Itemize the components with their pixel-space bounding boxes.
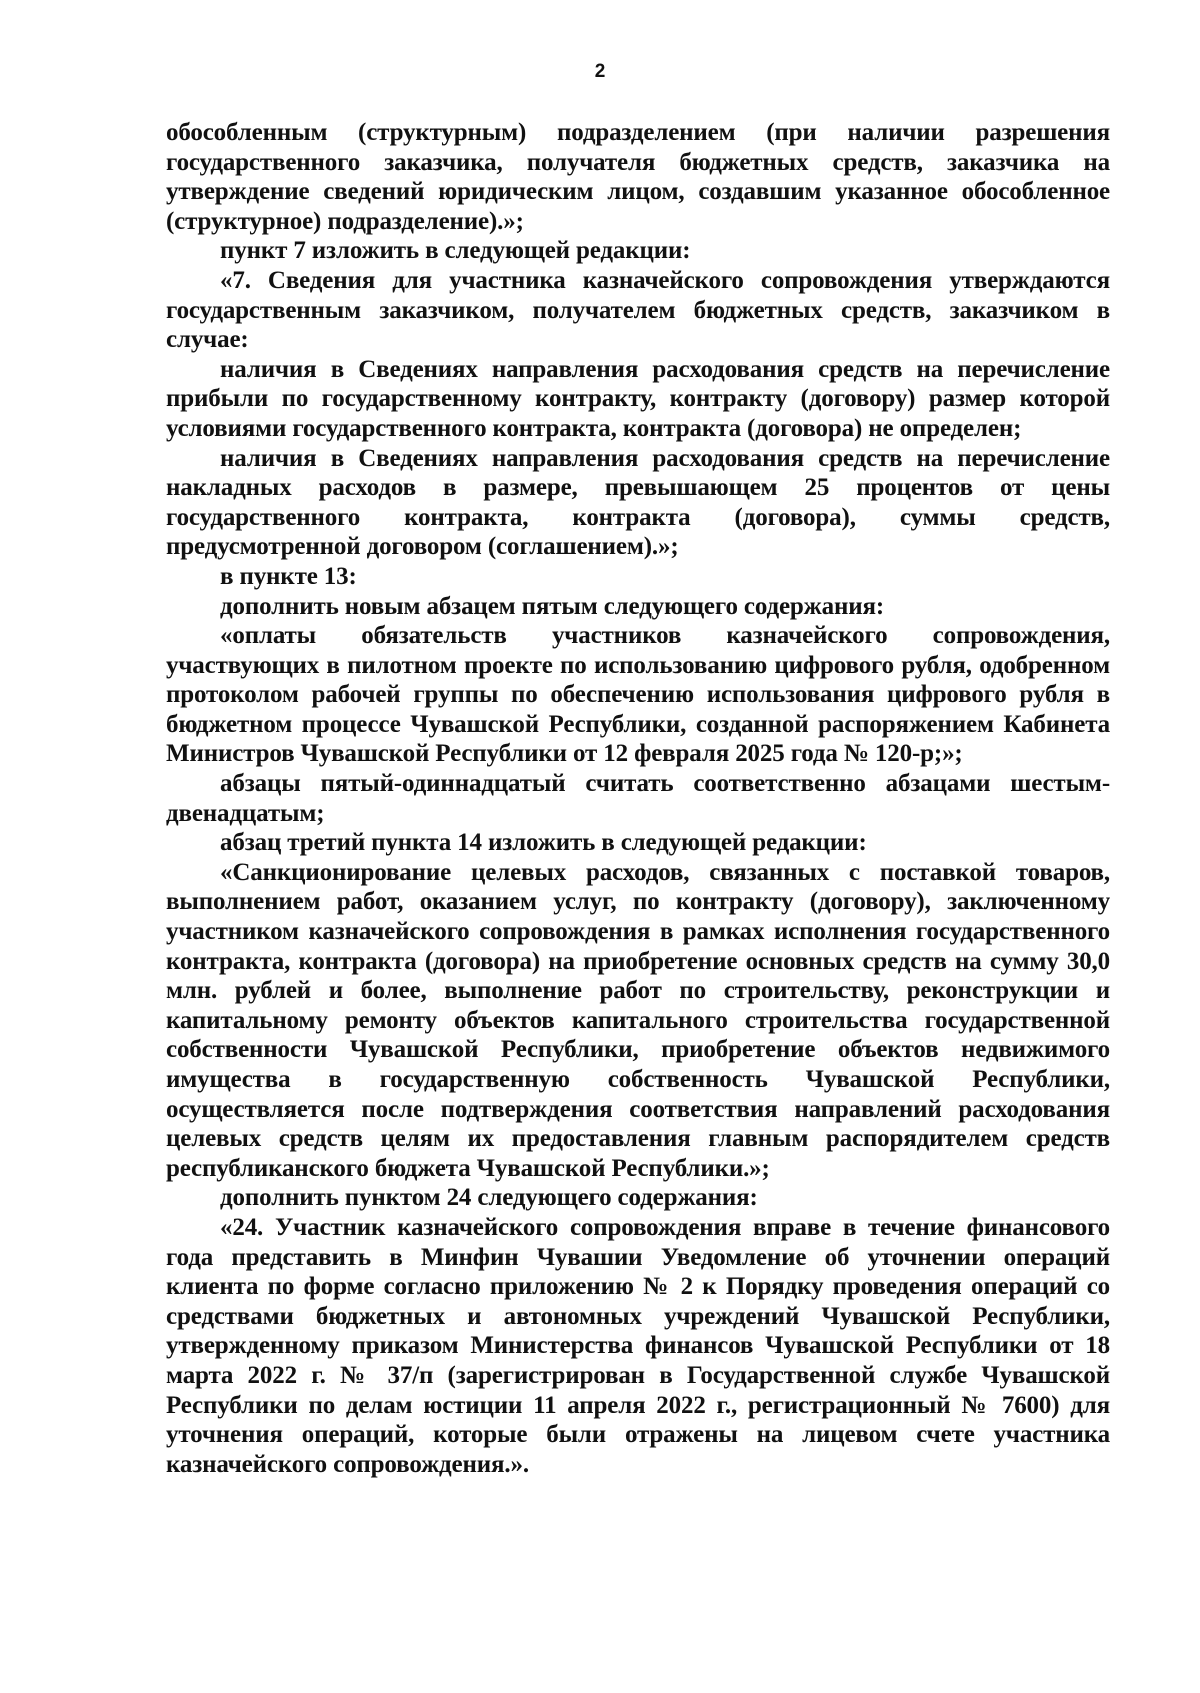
document-body [166,118,1110,1479]
paragraph-item-24-text: «24. Участник казначейского сопровождения вправе в течение финансового года представить в Минфин Чувашии Уведомление об уточнении операций клиента по форме согласно приложению № 2 к Порядку проведения операций со средствами бюджетных и автономных учреждений Чувашской Республики, утвержденному приказом Министерства финансов Чувашской Республики от 18 марта 2022 г. № 37/п (зарегистрирован в Государственной службе Чувашской Республики по делам юстиции 11 апреля 2022 г., регистрационный № 7600) для уточнения операций, которые были отражены на лицевом счете участника казначейского сопровождения.». [166,1213,1110,1478]
paragraph-continuation: обособленным (структурным) подразделением (при наличии разрешения государственного заказчика, получателя бюджетных средств, заказчика на утверждение сведений юридическим лицом, создавшим указанное обособленное (структурное) подразделение).»; [166,119,1110,235]
paragraph-renumbering: абзацы пятый-одиннадцатый считать соответственно абзацами шестым-двенадцатым; [166,770,1110,827]
paragraph-digital-ruble: «оплаты обязательств участников казначейского сопровождения, участвующих в пилотном проекте по использованию цифрового рубля, одобренном протоколом рабочей группы по обеспечению использования цифрового рубля в бюджетном процессе Чувашской Республики, созданной распоряжением Кабинета Министров Чувашской Республики от 12 февраля 2025 года № 120-р;»; [166,622,1110,768]
paragraph-profit-case: наличия в Сведениях направления расходования средств на перечисление прибыли по государственному контракту, контракту (договору) размер которой условиями государственного контракта, контракта (договора) не определен; [166,355,1110,442]
paragraph-new-fifth-abzac: дополнить новым абзацем пятым следующего содержания: [220,592,885,620]
paragraph-item-13-intro: в пункте 13: [220,562,357,590]
paragraph-overhead-case: наличия в Сведениях направления расходования средств на перечисление накладных расходов в размере, превышающем 25 процентов от цены государственного контракта, контракта (договора), суммы средств, предусмотренной договором (соглашением).»; [166,444,1110,561]
paragraph-item-14-intro: абзац третий пункта 14 изложить в следующей редакции: [220,829,867,857]
paragraph-item-7-intro: пункт 7 изложить в следующей редакции: [220,237,691,265]
page-number: 2 [594,61,606,82]
paragraph-item-24-intro: дополнить пунктом 24 следующего содержания: [220,1184,758,1212]
paragraph-sanctioning: «Санкционирование целевых расходов, связанных с поставкой товаров, выполнением работ, оказанием услуг, по контракту (договору), заключенному участником казначейского сопровождения в рамках исполнения государственного контракта, контракта (договора) на приобретение основных средств на сумму 30,0 млн. рублей и более, выполнение работ по строительству, реконструкции и капитальному ремонту объектов капитального строительства государственной собственности Чувашской Республики, приобретение объектов недвижимого имущества в государственную собственность Чувашской Республики, осуществляется после подтверждения соответствия направлений расходования целевых средств целям их предоставления главным распорядителем средств республиканского бюджета Чувашской Республики.»; [166,858,1110,1182]
paragraph-item-7-text: «7. Сведения для участника казначейского сопровождения утверждаются государственным заказчиком, получателем бюджетных средств, заказчиком в случае: [166,266,1110,354]
